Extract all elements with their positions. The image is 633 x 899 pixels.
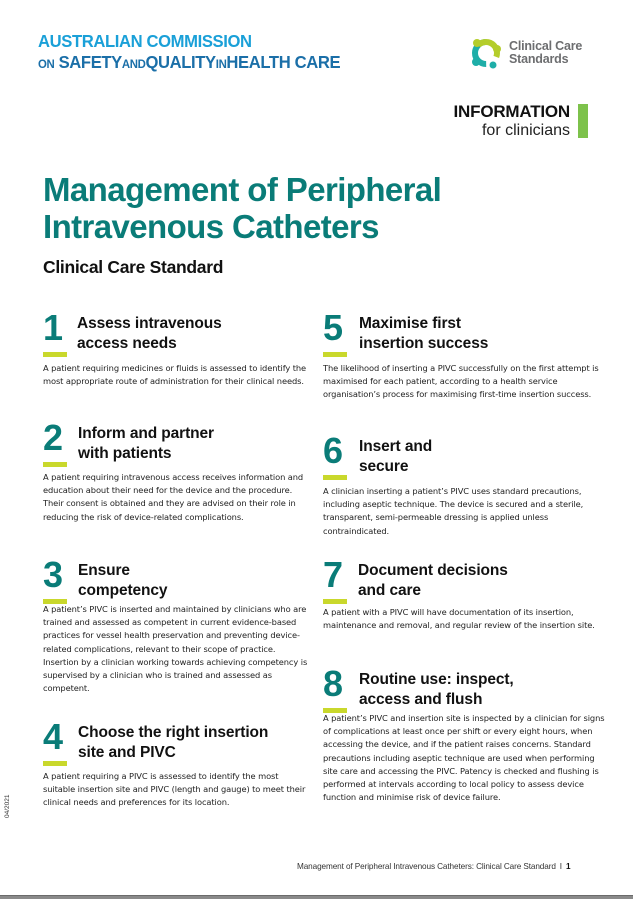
standard-3 bbox=[43, 554, 313, 694]
standard-body: A patient requiring a PIVC is assessed to identify the most suitable insertion site and PIVC (length and gauge) to meet their clinical needs and preferences for its location. bbox=[43, 771, 306, 808]
footer-separator: I bbox=[559, 862, 562, 871]
standard-2 bbox=[43, 417, 313, 522]
number-underline bbox=[43, 352, 67, 357]
page-title: Management of Peripheral Intravenous Catheters bbox=[43, 171, 442, 245]
standard-8 bbox=[323, 663, 608, 803]
clinical-care-standards-ring-icon bbox=[469, 36, 503, 70]
standard-body: A patient’s PIVC is inserted and maintained by clinicians who are trained and assessed as competent in current evidence-based practices for vessel health preservation and preventing device-related complications, relevant to their scope of practice. Insertion by a clinician working towards achieving competency is supervised by a clinician who is trained and assessed as competent. bbox=[43, 604, 308, 694]
standard-1 bbox=[43, 307, 313, 387]
audience-label bbox=[454, 103, 570, 140]
standard-number: 4 bbox=[43, 716, 64, 757]
standard-number: 3 bbox=[43, 554, 64, 595]
commission-logo-line2: ON SAFETYANDQUALITYINHEALTH CARE bbox=[38, 51, 341, 72]
standard-number: 1 bbox=[43, 307, 64, 348]
info-title: INFORMATION bbox=[453, 102, 570, 121]
number-underline bbox=[323, 352, 347, 357]
page-edge bbox=[0, 895, 633, 899]
page-number: 1 bbox=[565, 862, 571, 871]
footer-text: Management of Peripheral Intravenous Catheters: Clinical Care Standard bbox=[297, 862, 556, 871]
standard-7 bbox=[323, 554, 603, 631]
commission-logo bbox=[38, 33, 356, 71]
standard-heading: Routine use: inspect, access and flush bbox=[359, 671, 514, 708]
page-subtitle: Clinical Care Standard bbox=[43, 257, 224, 277]
clinical-care-standards-logo bbox=[469, 36, 582, 70]
standard-heading: Assess intravenous access needs bbox=[77, 315, 222, 352]
standard-heading: Inform and partner with patients bbox=[78, 425, 214, 462]
info-subtitle: for clinicians bbox=[481, 121, 570, 139]
standard-body: A patient’s PIVC and insertion site is inspected by a clinician for signs of complications at least once per shift or every eight hours, when accessing the device, and if the patient raises concerns. Standard precautions including aseptic technique are used when performing site care and accessing the PIVC. Patency is checked and flushing is performed at intervals according to local policy to assess device function and minimise risk of device failure. bbox=[323, 713, 605, 803]
number-underline bbox=[323, 599, 347, 604]
standard-heading: Choose the right insertion site and PIVC bbox=[78, 724, 269, 761]
number-underline bbox=[43, 761, 67, 766]
standard-5 bbox=[323, 307, 603, 400]
number-underline bbox=[323, 475, 347, 480]
commission-logo-line1: AUSTRALIAN COMMISSION bbox=[38, 31, 252, 51]
number-underline bbox=[43, 462, 67, 467]
standard-heading: Insert and secure bbox=[359, 438, 433, 475]
standard-6 bbox=[323, 430, 603, 536]
standard-body: A patient requiring intravenous access receives information and education about their need for the device and the procedure. Their consent is obtained and they are advised on their role in reducing the risk of device-related complications. bbox=[43, 472, 304, 522]
standard-body: A clinician inserting a patient’s PIVC uses standard precautions, including aseptic technique. The device is secured and a sterile, transparent, semi-permeable dressing is applied unless contraindicated. bbox=[323, 486, 584, 536]
standard-4 bbox=[43, 716, 313, 808]
standard-heading: Document decisions and care bbox=[358, 562, 508, 599]
standard-heading: Ensure competency bbox=[78, 562, 168, 599]
standard-heading: Maximise first insertion success bbox=[359, 315, 489, 352]
standard-body: A patient requiring medicines or fluids is assessed to identify the most appropriate route of administration for their clinical needs. bbox=[43, 363, 307, 387]
standard-number: 6 bbox=[323, 430, 344, 471]
ccs-logo-text: Clinical Care Standards bbox=[509, 38, 583, 66]
info-accent-bar bbox=[578, 104, 588, 138]
standard-body: A patient with a PIVC will have documentation of its insertion, maintenance and removal, and regular review of the insertion site. bbox=[323, 607, 595, 631]
standard-number: 2 bbox=[43, 417, 64, 458]
standard-body: The likelihood of inserting a PIVC successfully on the first attempt is maximised for each patient, according to a health service organisation’s process for maximising first-time insertion success. bbox=[323, 363, 599, 400]
date-code: 04/2021 bbox=[4, 794, 11, 818]
standard-number: 7 bbox=[323, 554, 344, 595]
standard-number: 5 bbox=[323, 307, 344, 348]
page-footer bbox=[297, 862, 570, 871]
standard-number: 8 bbox=[323, 663, 344, 704]
